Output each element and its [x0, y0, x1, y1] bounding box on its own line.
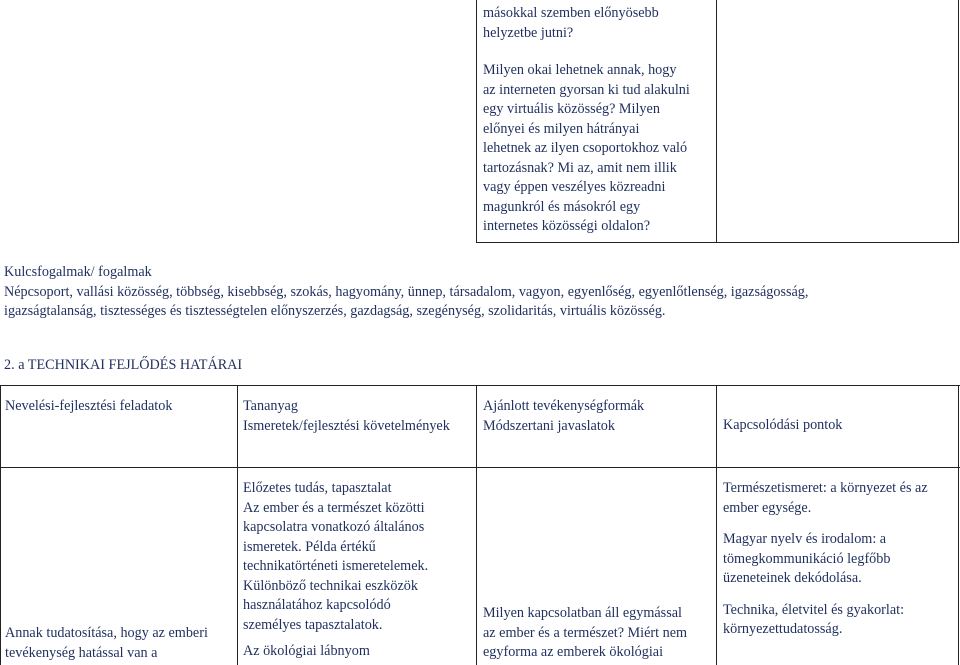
- table-border: [476, 385, 477, 665]
- text-line: tömegkommunikáció legfőbb: [723, 550, 891, 567]
- keywords-heading: Kulcsfogalmak/ fogalmak: [4, 264, 152, 280]
- header-line: Ismeretek/fejlesztési követelmények: [243, 417, 450, 434]
- body-cell-tasks: [5, 624, 235, 663]
- text-line: Milyen okai lehetnek annak, hogy: [483, 62, 677, 78]
- text-line: internetes közösségi oldalon?: [483, 218, 651, 234]
- text-line: kapcsolatra vonatkozó általános: [243, 519, 425, 535]
- text-line: az interneten gyorsan ki tud alakulni: [483, 81, 690, 98]
- text-line: magunkról és másokról egy: [483, 198, 641, 215]
- text-line: az ember és a természet? Miért nem: [483, 624, 688, 641]
- text-line: Különböző technikai eszközök: [243, 577, 418, 594]
- table-border: [958, 0, 959, 243]
- table-border: [476, 242, 959, 243]
- text-line: előnyei és milyen hátrányai: [483, 120, 640, 137]
- table-border: [0, 385, 1, 665]
- body-cell-content-bottom: Az ökológiai lábnyom: [243, 643, 370, 659]
- text-line: Technika, életvitel és gyakorlat:: [723, 601, 905, 618]
- table-border: [0, 467, 960, 468]
- text-line: egyforma az emberek ökológiai: [483, 644, 664, 660]
- text-line: másokkal szemben előnyösebb: [483, 5, 659, 21]
- header-line: Ajánlott tevékenységformák: [483, 398, 645, 414]
- text-line: helyzetbe jutni?: [483, 24, 574, 41]
- keywords-line: Népcsoport, vallási közösség, többség, kisebbség, szokás, hagyomány, ünnep, társadalom, vagyon, egyenlőség, egyenlőtlenség, igazságosság,: [4, 283, 809, 300]
- header-line: Módszertani javaslatok: [483, 417, 615, 434]
- text-line: tevékenység hatással van a: [5, 644, 158, 661]
- top-cell-text: [483, 4, 713, 237]
- text-line: tartozásnak? Mi az, amit nem illik: [483, 159, 677, 176]
- header-cell-connections: Kapcsolódási pontok: [723, 417, 843, 433]
- table-border: [958, 385, 959, 665]
- text-line: Milyen kapcsolatban áll egymással: [483, 605, 682, 621]
- text-line: vagy éppen veszélyes közreadni: [483, 179, 666, 195]
- keywords-block: [4, 263, 956, 322]
- table-border: [0, 385, 960, 386]
- text-line: Annak tudatosítása, hogy az emberi: [5, 625, 208, 641]
- table-border: [237, 385, 238, 665]
- text-line: egy virtuális közösség? Milyen: [483, 101, 660, 117]
- table-border: [716, 0, 717, 243]
- text-line: lehetnek az ilyen csoportokhoz való: [483, 140, 688, 156]
- header-cell-tasks: Nevelési-fejlesztési feladatok: [5, 398, 173, 414]
- table-border: [716, 385, 717, 665]
- header-cell-activities: [483, 397, 644, 436]
- text-line: üzeneteinek dekódolása.: [723, 570, 862, 586]
- text-line: használatához kapcsolódó: [243, 597, 391, 613]
- header-cell-content: [243, 397, 450, 436]
- section-title: 2. a TECHNIKAI FEJLŐDÉS HATÁRAI: [4, 357, 243, 373]
- text-line: technikatörténeti ismeretelemek.: [243, 558, 429, 574]
- text-line: környezettudatosság.: [723, 621, 843, 637]
- table-border: [476, 0, 477, 243]
- text-line: ember egysége.: [723, 499, 812, 516]
- text-line: ismeretek. Példa értékű: [243, 538, 376, 555]
- text-line: Magyar nyelv és irodalom: a: [723, 531, 887, 547]
- text-line: Természetismeret: a környezet és az: [723, 480, 928, 496]
- text-line: Előzetes tudás, tapasztalat: [243, 480, 392, 496]
- body-cell-content: [243, 479, 475, 635]
- keywords-line: igazságtalanság, tisztességes és tisztességtelen előnyszerzés, gazdagság, szegénység, szolidaritás, virtuális közösség.: [4, 303, 666, 319]
- body-cell-activities: [483, 604, 715, 663]
- header-line: Tananyag: [243, 398, 298, 414]
- text-line: Az ember és a természet közötti: [243, 499, 425, 516]
- body-cell-connections: [723, 479, 957, 640]
- text-line: személyes tapasztalatok.: [243, 616, 383, 633]
